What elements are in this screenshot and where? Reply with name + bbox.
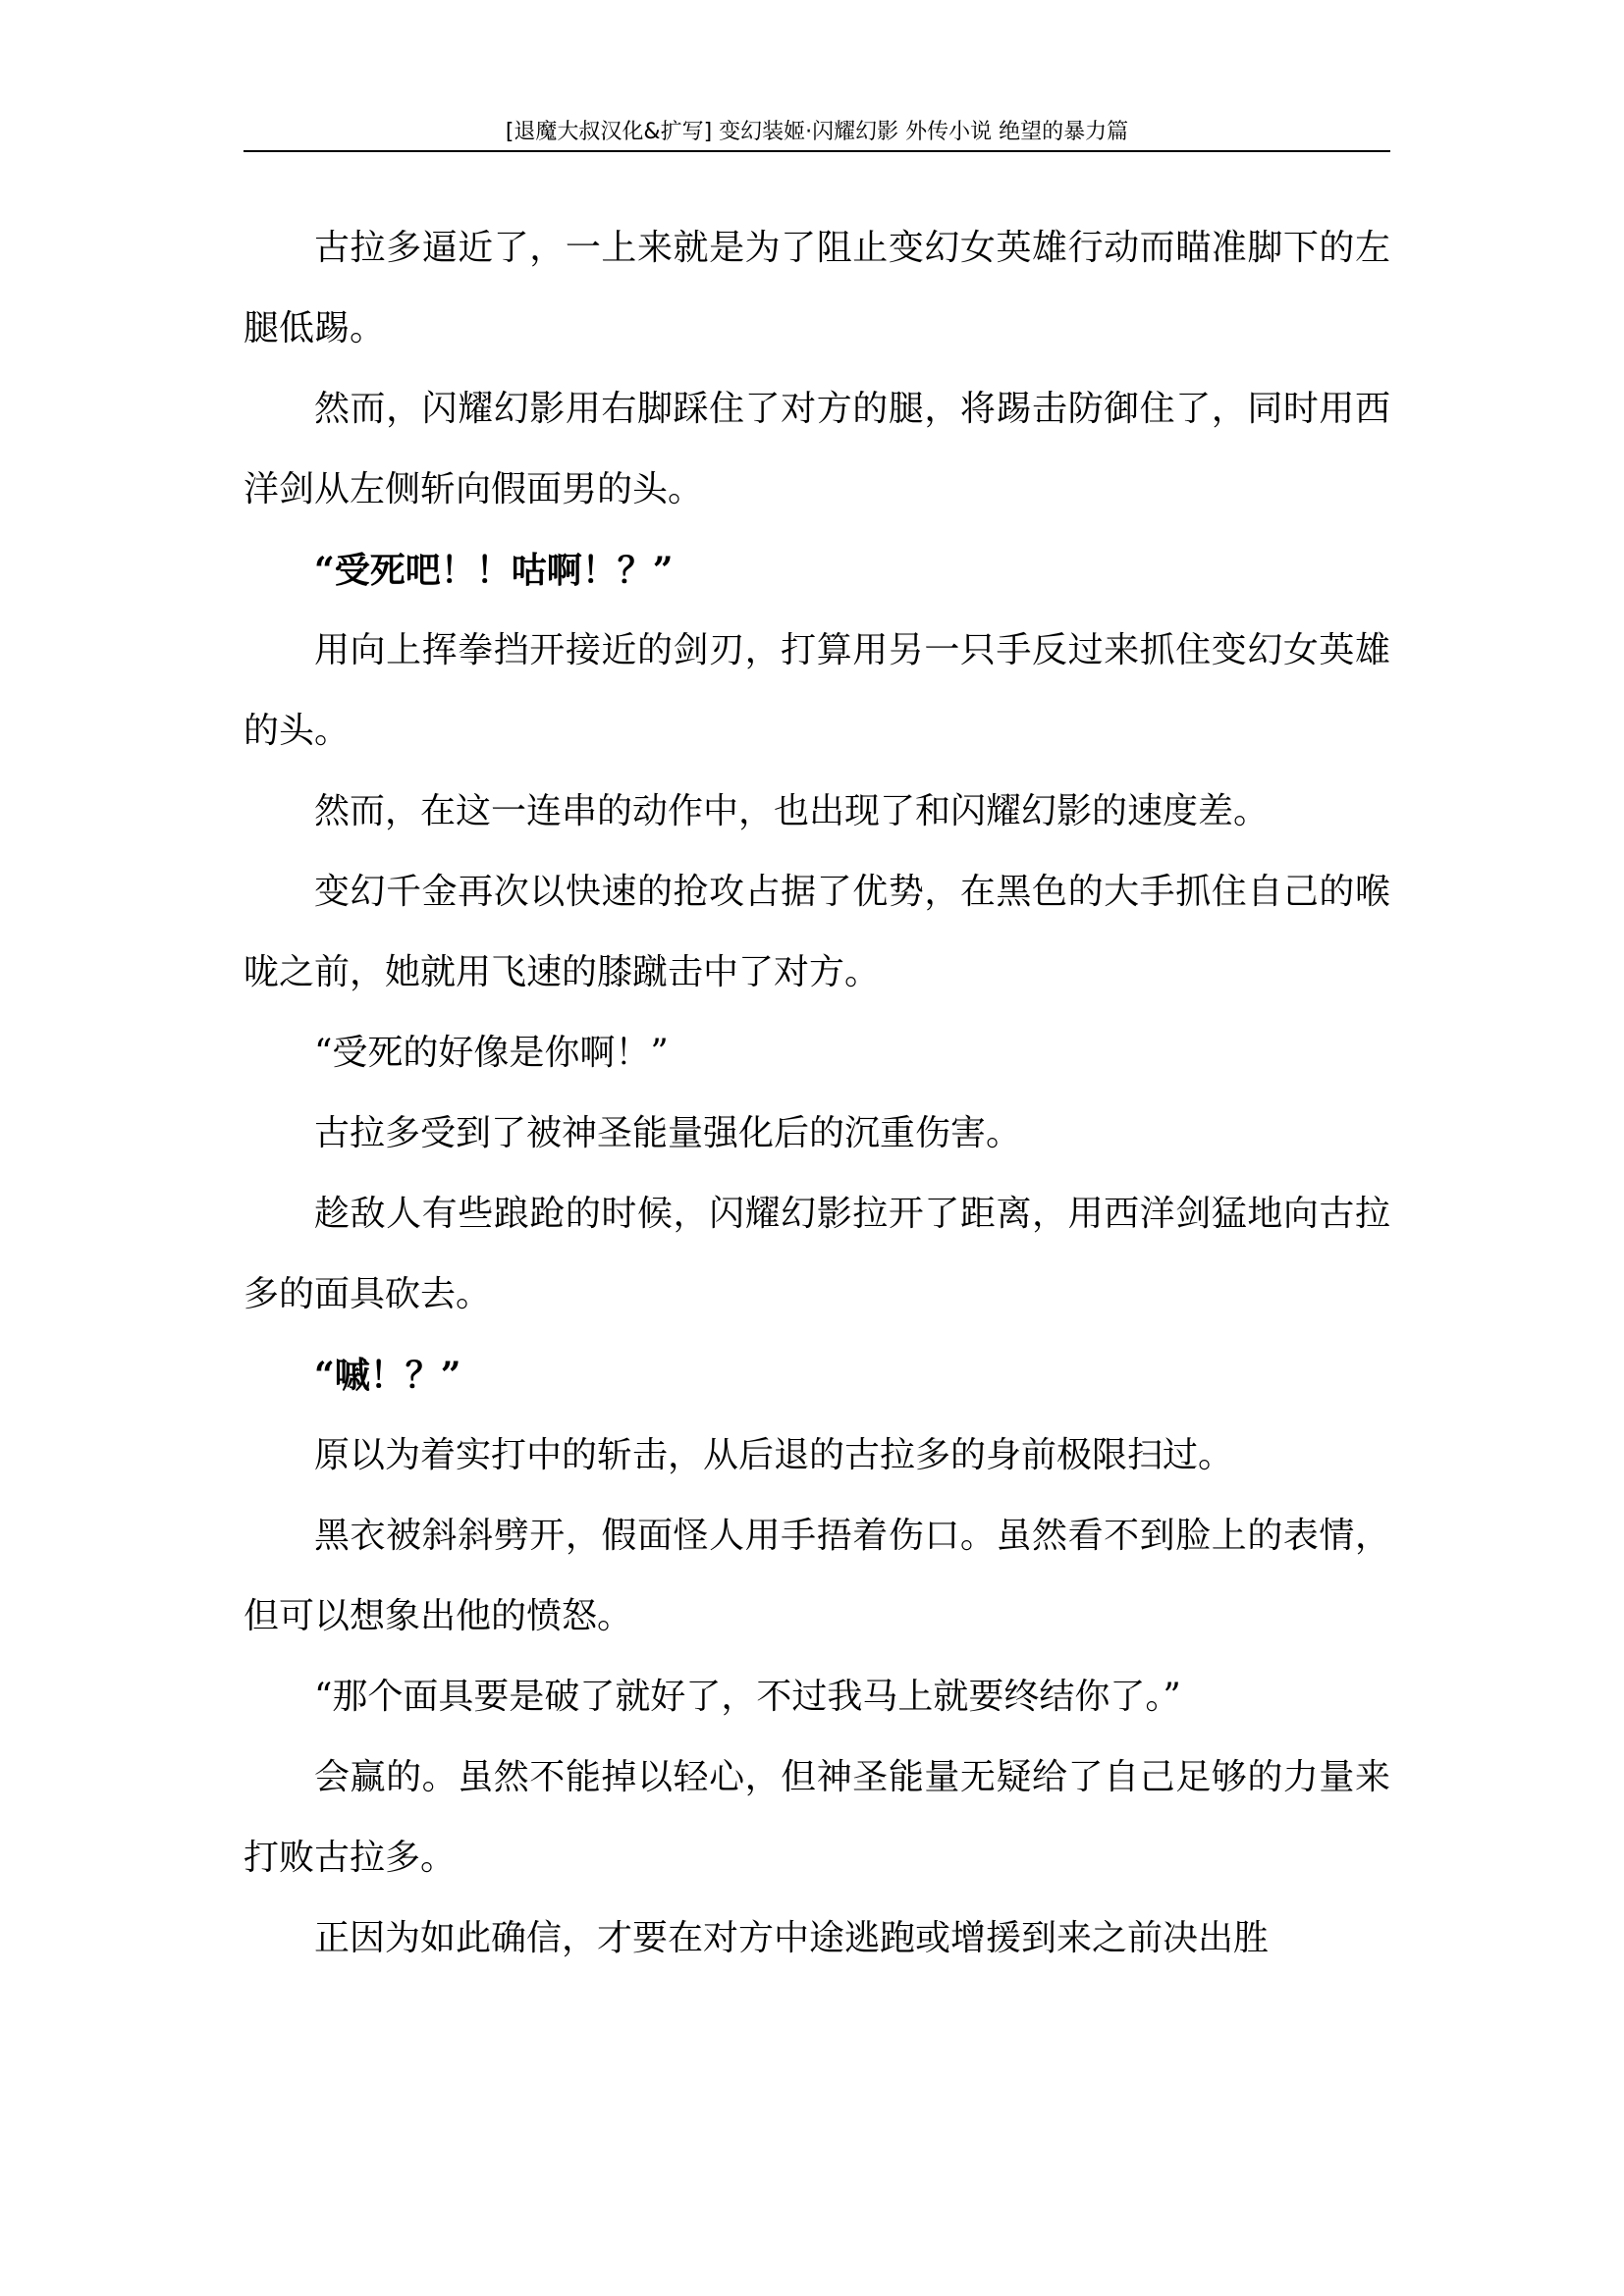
- paragraph-11: 正因为如此确信，才要在对方中途逃跑或增援到来之前决出胜: [314, 1918, 1270, 1958]
- dialogue-line-1: “受死吧！！咕啊！？”: [314, 550, 674, 591]
- page-header: [退魔大叔汉化&扩写] 变幻装姬·闪耀幻影 外传小说 绝望的暴力篇: [505, 120, 1129, 144]
- paragraph-3: 用向上挥拳挡开接近的剑刃，打算用另一只手反过来抓住变幻女英雄的头。: [244, 630, 1390, 751]
- paragraph-9: 黑衣被斜斜劈开，假面怪人用手捂着伤口。虽然看不到脸上的表情，但可以想象出他的愤怒。: [244, 1516, 1390, 1636]
- paragraph-4: 然而，在这一连串的动作中，也出现了和闪耀幻影的速度差。: [314, 791, 1270, 831]
- paragraph-7: 趁敌人有些踉跄的时候，闪耀幻影拉开了距离，用西洋剑猛地向古拉多的面具砍去。: [244, 1194, 1390, 1314]
- paragraph-2: 然而，闪耀幻影用右脚踩住了对方的腿，将踢击防御住了，同时用西洋剑从左侧斩向假面男的头。: [244, 389, 1390, 509]
- paragraph-1: 古拉多逼近了，一上来就是为了阻止变幻女英雄行动而瞄准脚下的左腿低踢。: [244, 228, 1390, 348]
- dialogue-line-4: “那个面具要是破了就好了，不过我马上就要终结你了。”: [314, 1677, 1181, 1717]
- paragraph-10: 会赢的。虽然不能掉以轻心，但神圣能量无疑给了自己足够的力量来打败古拉多。: [244, 1757, 1390, 1878]
- dialogue-line-2: “受死的好像是你啊！”: [314, 1033, 669, 1073]
- body-text: [244, 208, 1390, 1979]
- dialogue-line-3: “嘁！？”: [314, 1355, 461, 1396]
- paragraph-5: 变幻千金再次以快速的抢攻占据了优势，在黑色的大手抓住自己的喉咙之前，她就用飞速的膝蹴击中了对方。: [244, 872, 1390, 992]
- paragraph-8: 原以为着实打中的斩击，从后退的古拉多的身前极限扫过。: [314, 1435, 1234, 1475]
- paragraph-6: 古拉多受到了被神圣能量强化后的沉重伤害。: [314, 1113, 1022, 1153]
- header-rule: [244, 150, 1390, 152]
